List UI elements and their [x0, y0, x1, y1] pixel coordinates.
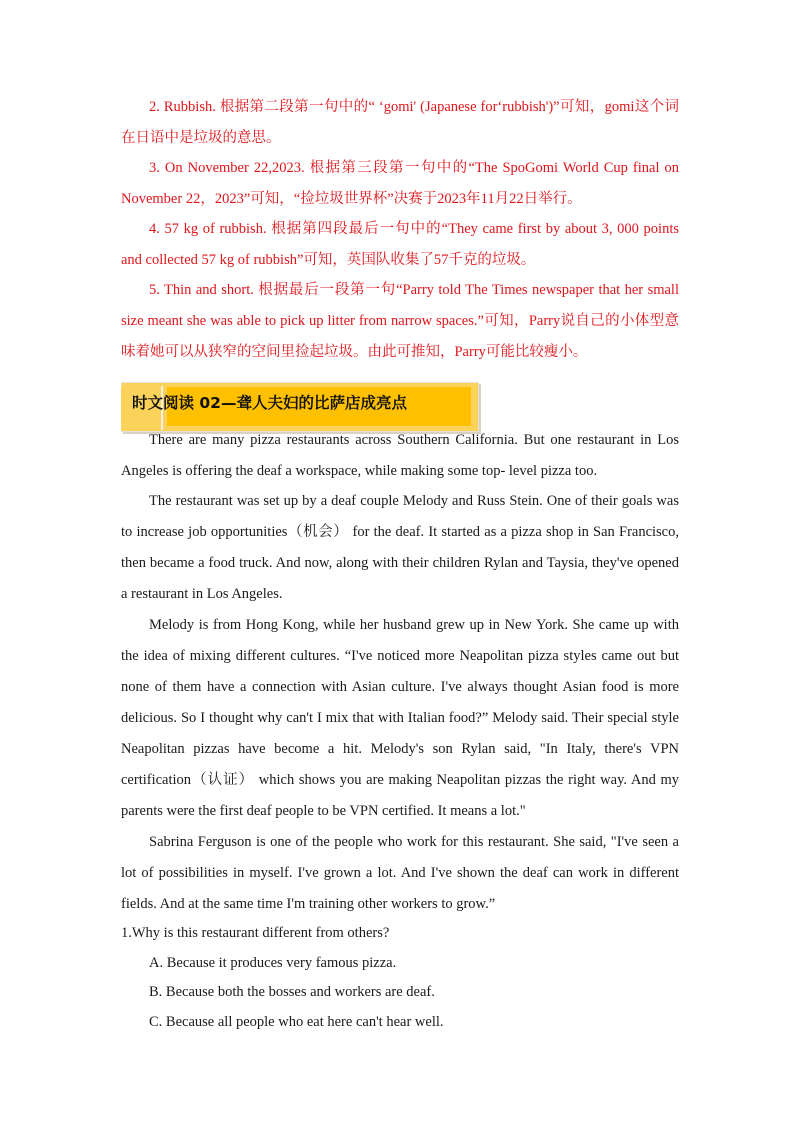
option-a: A. Because it produces very famous pizza. [149, 955, 397, 971]
answer-3: 3. On November 22,2023. 根据第三段第一句中的“The SpoGomi World Cup final on November 22，2023”可知，“捡垃圾世界杯”决赛于2023年11月22日举行。 [121, 160, 679, 207]
answer-4: 4. 57 kg of rubbish. 根据第四段最后一句中的“They came first by about 3, 000 points and collected 57 kg of rubbish”可知，英国队收集了57千克的垃圾。 [121, 221, 679, 268]
section-title: 时文阅读 02—聋人夫妇的比萨店成亮点 [132, 394, 407, 412]
option-b: B. Because both the bosses and workers are deaf. [149, 984, 435, 1000]
passage-paragraph-1: There are many pizza restaurants across Southern California. But one restaurant in Los Angeles is offering the deaf a workspace, while making some top- level pizza too. [121, 432, 679, 479]
answer-2: 2. Rubbish. 根据第二段第一句中的“ ‘gomi' (Japanese for‘rubbish')”可知，gomi这个词在日语中是垃圾的意思。 [121, 99, 679, 146]
passage-paragraph-2: The restaurant was set up by a deaf couple Melody and Russ Stein. One of their goals was to increase job opportunities（机会） for the deaf. It started as a pizza shop in San Francisco, then became a food truck. And now, along with their children Rylan and Taysia, they've opened a restaurant in Los Angeles. [121, 493, 679, 602]
passage-paragraph-4: Sabrina Ferguson is one of the people who work for this restaurant. She said, "I've seen a lot of possibilities in myself. I've grown a lot. And I've shown the deaf can work in different fields. And at the same time I'm training other workers to grow.” [121, 834, 679, 912]
answer-5: 5. Thin and short. 根据最后一段第一句“Parry told The Times newspaper that her small size meant she was able to pick up litter from narrow spaces.”可知，Parry说自己的小体型意味着她可以从狭窄的空间里捡起垃圾。由此可推知，Parry可能比较瘦小。 [121, 282, 679, 360]
question-stem: 1.Why is this restaurant different from others? [121, 925, 390, 941]
option-c: C. Because all people who eat here can't hear well. [149, 1014, 444, 1030]
passage-paragraph-3: Melody is from Hong Kong, while her husband grew up in New York. She came up with the idea of mixing different cultures. “I've noticed more Neapolitan pizza styles came out but none of them have a connection with Asian culture. I've always thought Asian food is more delicious. So I thought why can't I mix that with Italian food?” Melody said. Their special style Neapolitan pizzas have become a hit. Melody's son Rylan said, "In Italy, there's VPN certification（认证） which shows you are making Neapolitan pizzas the right way. And my parents were the first deaf people to be VPN certified. It means a lot." [121, 617, 679, 819]
